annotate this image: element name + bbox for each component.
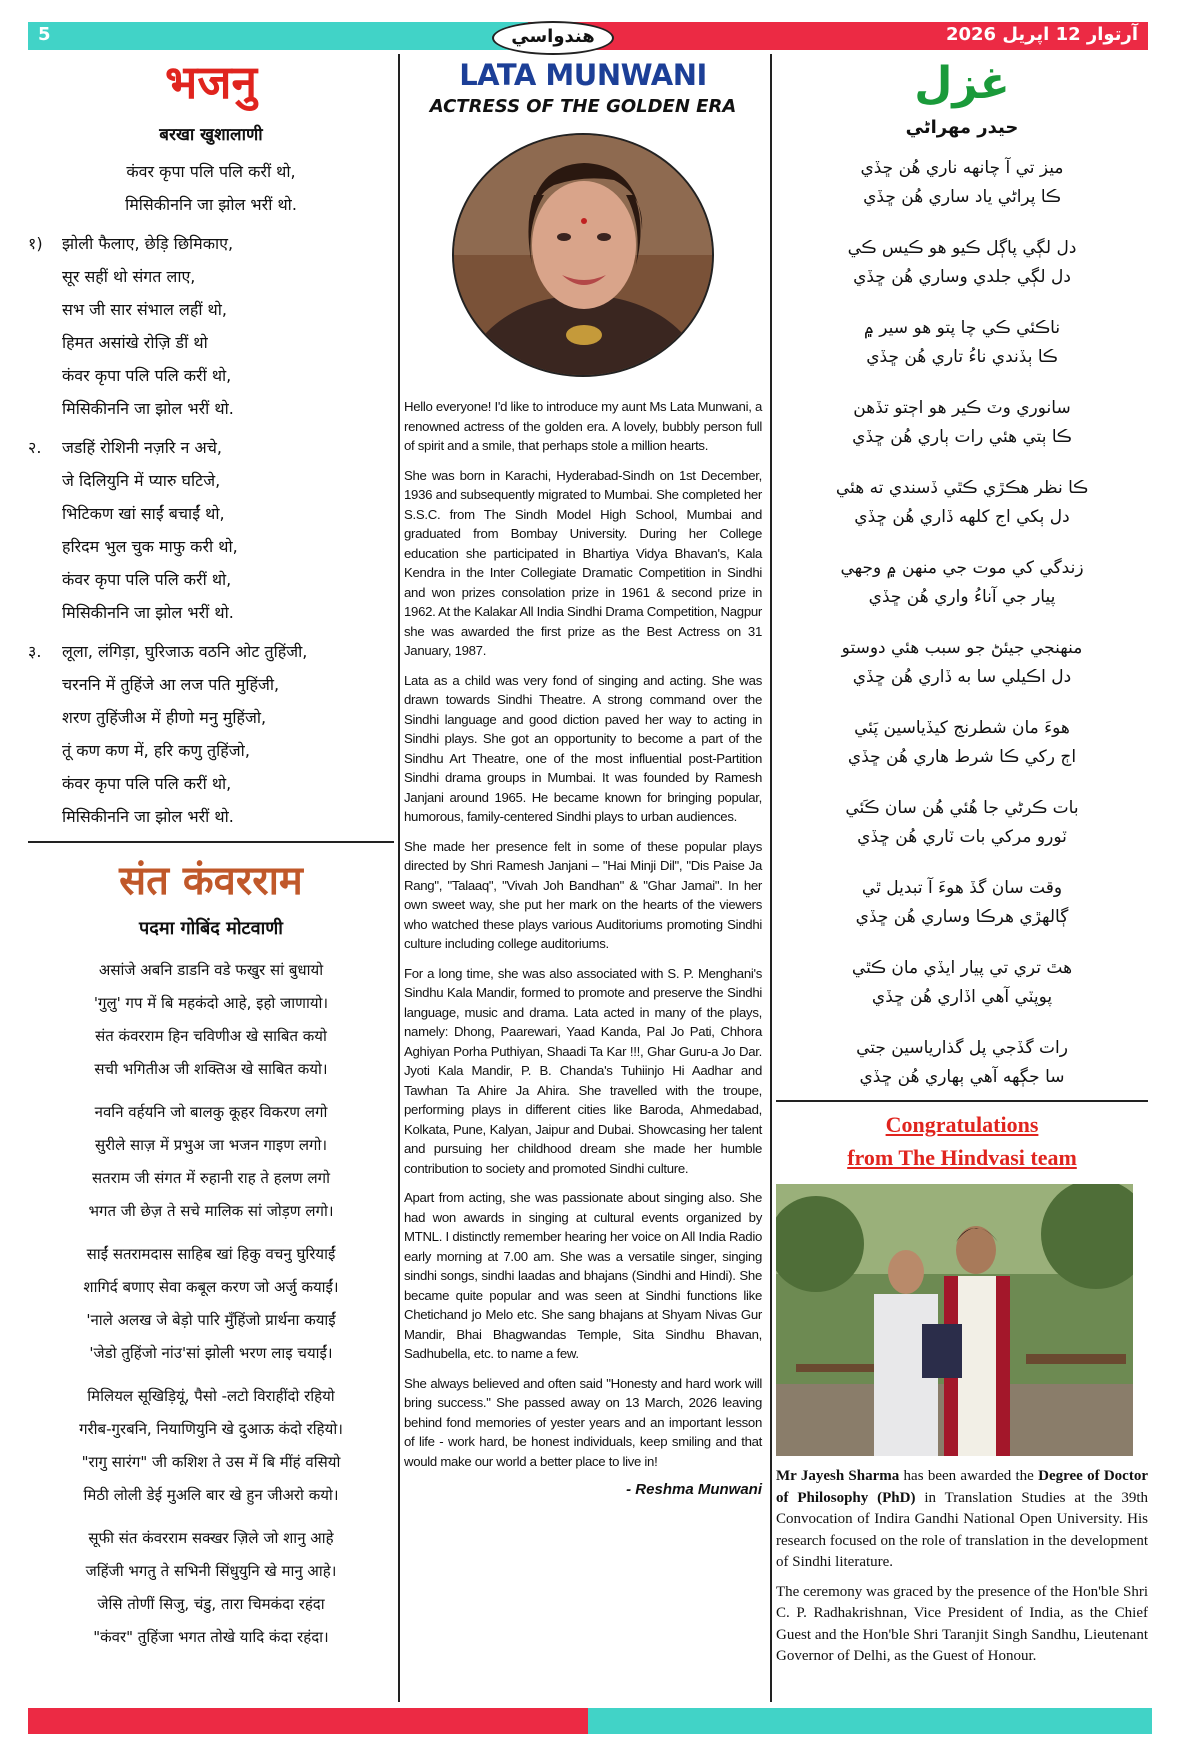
couplet (776, 794, 1148, 852)
couplet (776, 874, 1148, 932)
stanza-line: जहिंजी भगतु ते सभिनी सिंधुयुनि खे मानु आहे। (85, 1562, 337, 1580)
ceremony-photo (776, 1184, 1133, 1456)
couplet (776, 394, 1148, 452)
verse-line: तूं कण कण में, हरि कणु तुहिंजो, (62, 741, 250, 760)
verse-line: जे दिलियुनि में प्यारु घटिजे, (62, 471, 221, 490)
verse-line: मिसिकीननि जा झोल भरीं थो. (62, 807, 234, 826)
portrait-illustration (454, 135, 712, 375)
verse (28, 635, 394, 833)
congrats-line: Congratulations (885, 1112, 1039, 1137)
verse-line: मिसिकीननि जा झोल भरीं थो. (62, 603, 234, 622)
verse-line: सूर सहीं थो संगत लाए, (62, 267, 196, 286)
stanza-line: सतराम जी संगत में रुहानी राह ते हलण लगो (92, 1169, 330, 1187)
couplet-line: دل اڪيلي سا به ڏاري هُن ڇڏي (852, 667, 1072, 687)
stanza-line: शागिर्द बणाए सेवा कबूल करण जो अर्जु कयाईं। (83, 1278, 339, 1296)
news-text: in Translation Studies at the 39th Convocation of Indira Gandhi National Open University. His research focused on the role of translation in the development of Sindhi literature. (776, 1489, 1148, 1570)
verse-line: जडहिं रोशिनी नज़रि न अचे, (62, 438, 222, 457)
verse-line: लूला, लंगिड़ा, घुरिजाऊ वठनि ओट तुहिंजी, (62, 642, 308, 661)
header-bar-teal (28, 22, 528, 50)
refrain-line: कंवर कृपा पलि पलि करीं थो, (126, 162, 296, 181)
verse-line: कंवर कृपा पलि पलि करीं थो, (62, 774, 232, 793)
couplet (776, 154, 1148, 212)
couplet-line: ڪا ٻڏندي ناءُ تاري هُن ڇڏي (866, 347, 1058, 367)
article-body (404, 397, 762, 1471)
stanza-line: संत कंवरराम हिन चविणीअ खे साबित कयो (95, 1027, 327, 1045)
congrats-heading (776, 1108, 1148, 1174)
stanza-line: जेसि तोणीं सिजु, चंडु, तारा चिमकंदा रहंदा (97, 1595, 325, 1613)
sant-stanza (28, 954, 394, 1086)
bhajan-title: भजनु (165, 55, 257, 109)
left-column (28, 54, 394, 1664)
couplet (776, 1034, 1148, 1092)
refrain-line: मिसिकीननि जा झोल भरीं थो. (125, 195, 297, 214)
sant-stanza (28, 1522, 394, 1654)
ghazal-body (776, 154, 1148, 1092)
stanza-line: 'गुलु' गप में बि महकंदो आहे, इहो जाणायो। (93, 994, 329, 1012)
article-paragraph: She made her presence felt in some of these popular plays directed by Shri Ramesh Janjani – "Hai Minji Dil", "Dis Paise Ja Rang", "Talaaq", "Vivah Joh Bandhan" & "Ghar Jamai". In her own sweet way, she put her mark on the hearts of the viewers who watched these plays various Auditoriums promoting Sindhi culture including college auditoriums. (404, 838, 762, 951)
column-divider-right (770, 54, 772, 1702)
couplet-line: ڪا ٻتي هئي رات ٻاري هُن ڇڏي (852, 427, 1072, 447)
verse-line: शरण तुहिंजीअ में हीणो मनु मुहिंजो, (62, 708, 267, 727)
couplet-line: ناڪئي ڪي چا پتو هو سير ۾ (863, 318, 1061, 338)
masthead-logo: هندواسي (492, 21, 614, 55)
stanza-line: नवनि वर्हयनि जो बालकु कूहर विकरण लगो (94, 1103, 328, 1121)
bhajan-author: बरखा खुशालाणी (159, 125, 263, 145)
congrats-news (776, 1466, 1148, 1668)
issue-date: آرتوار 12 اپريل 2026 (945, 24, 1138, 45)
verse-number: २. (28, 438, 42, 457)
verse-number: ३. (28, 642, 42, 661)
couplet (776, 554, 1148, 612)
article-subtitle: ACTRESS OF THE GOLDEN ERA (429, 96, 737, 117)
stanza-line: "कंवर" तुहिंजा भगत तोखे यादि कंदा रहंदा। (93, 1628, 329, 1646)
news-paragraph (776, 1466, 1148, 1574)
ghazal-title: غزل (914, 58, 1010, 109)
page-number: 5 (38, 24, 51, 45)
ceremony-illustration (776, 1184, 1133, 1456)
verse-line: हिमत असांखे रोज़ि डीं थो (62, 333, 208, 352)
article-signature: - Reshma Munwani (626, 1481, 762, 1498)
right-column (776, 58, 1148, 1676)
stanza-line: असांजे अबनि डाडनि वडे फखुर सां बुधायो (98, 961, 324, 979)
sant-poem (28, 954, 394, 1654)
footer-bar-teal (588, 1708, 1152, 1734)
couplet-line: ڪا پراڻي ياد ساري هُن ڇڏي (863, 187, 1061, 207)
stanza-line: सुरीले साज़ में प्रभुअ जा भजन गाइण लगो। (94, 1136, 328, 1154)
verse-number: १) (28, 234, 43, 253)
degree-name: Degree of Doctor of Philosophy (PhD) (776, 1468, 1148, 1506)
couplet-line: پيار جي آناءُ واري هُن ڇڏي (868, 587, 1056, 607)
stanza-line: 'जेडो तुहिंजो नांउ'सां झोली भरण लाइ चयाईं। (89, 1344, 333, 1362)
couplet-line: اڄ رکي ڪا شرط هاري هُن ڇڏي (847, 747, 1077, 767)
stanza-line: मिलियल सूखिड़ियूं, पैसो -लटो विराहींदो रहियो (87, 1387, 335, 1405)
verse (28, 227, 394, 425)
section-divider (28, 841, 394, 843)
couplet-line: وقت سان گڏ هوءَ آ تبديل ٿي (861, 878, 1063, 898)
section-divider (776, 1100, 1148, 1102)
couplet-line: زندگي کي موت جي منهن ۾ وجهي (840, 558, 1084, 578)
article-paragraph: Lata as a child was very fond of singing and acting. She was drawn towards Sindhi Theatre. A strong command over the Sindhi language and good diction paved her way to acting in Sindhi plays. She got an opportunity to become a part of the Sindhu Art Theatre, one of the most influential post-Partition Sindhi drama groups in Mumbai. It was founded by Ramesh Janjani around 1965. He became known for bringing popular, humorous, family-centered Sindhi plays to urban audiences. (404, 672, 762, 824)
article-paragraph: Apart from acting, she was passionate about singing also. She had won awards in singing at cultural events organized by MTNL. I distinctly remember hearing her voice on All India Radio early morning at 7.00 am. She was a versatile singer, singing sindhi songs, sindhi laadas and bhajans (Sindhi and Hindi). She became quite popular and was seen at Sindhi functions like Chetichand jo Melo etc. She sang bhajans at Shyam Nivas Gur Mandir, Bhai Bhagwandas Temple, Sita Sindhu Bhavan, Sadhubella, etc. to name a few. (404, 1190, 762, 1361)
verse-line: चरननि में तुहिंजे आ लज पति मुहिंजी, (62, 675, 280, 694)
couplet-line: ٽورو مرکي بات ٽاري هُن ڇڏي (857, 827, 1067, 847)
news-paragraph: The ceremony was graced by the presence of the Hon'ble Shri C. P. Radhakrishnan, Vice President of India, as the Chief Guest and the Hon'ble Shri Taranjit Singh Sandhu, Lieutenant Governor of Delhi, as the Guest of Honour. (776, 1583, 1148, 1664)
ghazal-author: حيدر مهراڻي (905, 117, 1019, 138)
couplet-line: دل لڳي جلدي وساري هُن ڇڏي (853, 267, 1071, 287)
awardee-name: Mr Jayesh Sharma (776, 1468, 900, 1484)
sant-stanza (28, 1380, 394, 1512)
congrats-line: from The Hindvasi team (847, 1145, 1077, 1170)
couplet (776, 714, 1148, 772)
couplet (776, 314, 1148, 372)
couplet-line: ميز تي آ چانهه ناري هُن ڇڏي (860, 158, 1064, 178)
couplet-line: دل لڳي پاڳل ڪيو هو ڪيس ڪي (847, 238, 1077, 258)
verse-line: हरिदम भुल चुक माफु करी थो, (62, 537, 238, 556)
article-paragraph: She always believed and often said "Honesty and hard work will bring success." She passed away on 13 March, 2026 leaving behind fond memories of yester years and an important lesson of life - work hard, be honest individuals, keep smiling and that would make our world a better place to live in! (404, 1375, 762, 1469)
stanza-line: "रागु सारंग" जी कशिश ते उस में बि मींहं वसियो (81, 1453, 341, 1471)
couplet-line: رات گڏجي پل گذارياسين جتي (856, 1038, 1068, 1058)
middle-column (404, 58, 762, 1498)
stanza-line: 'नाले अलख जे बेड़ो पारि मुँहिंजो प्रार्थना कयाईं (86, 1311, 336, 1329)
column-divider-left (398, 54, 400, 1702)
article-paragraph: Hello everyone! I'd like to introduce my aunt Ms Lata Munwani, a renowned actress of the golden era. A lovely, bubbly person full of spirit and a smile, that perhaps stole a million hearts. (404, 399, 762, 453)
sant-stanza (28, 1096, 394, 1228)
stanza-line: मिठी लोली डेई मुअलि बार खे हुन जीअरो कयो। (83, 1486, 339, 1504)
couplet-line: منهنجي جيئڻ جو سبب هئي دوستو (841, 638, 1083, 658)
couplet-line: ڳالهڙي هرڪا وساري هُن ڇڏي (855, 907, 1069, 927)
stanza-line: भगत जी छेज़ ते सचे मालिक सां जोड़ण लगो। (88, 1202, 334, 1220)
verse-line: मिसिकीननि जा झोल भरीं थो. (62, 399, 234, 418)
couplet-line: پوپٽي آهي اڏاري هُن ڇڏي (871, 987, 1053, 1007)
stanza-line: साईं सतरामदास साहिब खां हिकु वचनु घुरियाईं (86, 1245, 336, 1263)
couplet-line: دل ٻکي اج کلهه ڏاري هُن ڇڏي (854, 507, 1070, 527)
article-title: LATA MUNWANI (459, 58, 707, 92)
news-text: has been awarded the (899, 1468, 1039, 1484)
couplet-line: هوءَ مان شطرنج کيڏياسين پَئي (854, 718, 1070, 738)
sant-title: संत कंवरराम (119, 858, 303, 904)
article-paragraph: For a long time, she was also associated with S. P. Menghani's Sindhu Kala Mandir, formed to promote and preserve the Sindhi language, music and drama. Lata acted in many of the plays, namely: Dhong, Paarewari, Yaad Kanda, Pal Jo Pati, Chhora Aghiyan Porha Puthiyan, Shaadi Ta Kar !!!, Ghar Guru-a Jo Dar. Jyoti Kala Mandir, P. B. Chanda's Tuhiinjo Hi Aadhar and Tawhan Ta Ahire Ja Ahira. She travelled with the troupe, performing plays in different cities like Baroda, Ahmedabad, Kolkata, Pune, Kalyan, Jaipur and Dubai. Showcasing her talent and pursuing her childhood dream she made her humble contribution to society and promoted Sindhi culture. (404, 965, 762, 1176)
stanza-line: सची भगितीअ जी शक्तिअ खे साबित कयो। (94, 1060, 328, 1078)
sant-stanza (28, 1238, 394, 1370)
couplet-line: سانوري وٽ ڪير هو اڄتو تڏهن (853, 398, 1071, 418)
verse-line: सभ जी सार संभाल लहीं थो, (62, 300, 228, 319)
verse-line: कंवर कृपा पलि पलि करीं थो, (62, 570, 232, 589)
stanza-line: गरीब-गुरबनि, नियाणियुनि खे दुआऊ कंदो रहियो। (79, 1420, 343, 1438)
couplet (776, 634, 1148, 692)
couplet-line: بات ڪرڻي جا هُئي هُن سان ڪَئي (845, 798, 1079, 818)
footer-bar-red (28, 1708, 588, 1734)
couplet (776, 234, 1148, 292)
verse-line: झोली फैलाए, छेड़ि छिमिकाए, (62, 234, 234, 253)
sant-author: पदमा गोबिंद मोटवाणी (139, 918, 283, 939)
verse-line: कंवर कृपा पलि पलि करीं थो, (62, 366, 232, 385)
couplet-line: هٿ تري تي پيار ايڏي مان ڪٿي (851, 958, 1073, 978)
stanza-line: सूफी संत कंवरराम सक्खर ज़िले जो शानु आहे (88, 1529, 334, 1547)
couplet-line: ڪا نظر هڪڙي ڪٿي ڏسندي ته هئي (835, 478, 1089, 498)
couplet (776, 954, 1148, 1012)
couplet-line: سا جڳهه آهي ٻهاري هُن ڇڏي (859, 1067, 1065, 1087)
couplet (776, 474, 1148, 532)
portrait-photo (452, 133, 714, 377)
verse (28, 431, 394, 629)
verse-line: भिटिकण खां साईं बचाईं थो, (62, 504, 225, 523)
bhajan-poem (28, 155, 394, 833)
article-paragraph: She was born in Karachi, Hyderabad-Sindh on 1st December, 1936 and subsequently migrated to Mumbai. She completed her S.S.C. from The Sindh Model High School, Mumbai and graduated from Bombay University. During her College education she participated in Bhartiya Vidya Bhavan's, Kala Kendra in the Inter Collegiate Dramatic Competition in Sindhi and won prizes consolation prize in 1961 & second prize in 1962. At the Kalakar All India Sindhi Drama Competition, Nagpur she was awarded the first prize as the Best Actress on 31 January, 1987. (404, 467, 762, 658)
